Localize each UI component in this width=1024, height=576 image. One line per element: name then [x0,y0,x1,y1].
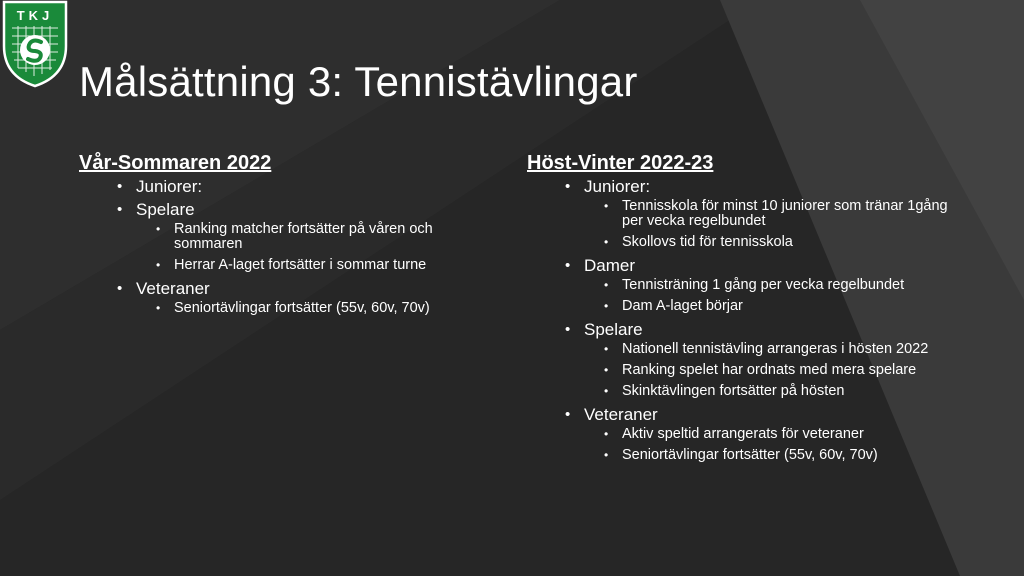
bullet-icon: • [604,448,609,462]
bullet-icon: • [565,257,571,274]
sub-list-item-text: Skinktävlingen fortsätter på hösten [622,383,845,399]
sub-list-item-text: Ranking matcher fortsätter på våren och sommaren [174,221,433,252]
bullet-icon: • [604,363,609,377]
list-item-label: Veteraner [136,279,210,298]
column-spring-summer [79,152,499,322]
sub-list [136,222,499,273]
bullet-list [527,177,967,463]
list-item [527,320,967,399]
bullet-icon: • [604,342,609,356]
sub-list [584,278,967,314]
sub-list [584,342,967,399]
sub-list-item-text: Ranking spelet har ordnats med mera spelare [622,362,917,378]
sub-list-item [584,448,967,463]
list-item [79,200,499,273]
sub-list-item [584,384,967,399]
list-item [79,279,499,316]
sub-list-item [584,278,967,293]
sub-list-item-text: Seniortävlingar fortsätter (55v, 60v, 70v) [174,300,430,316]
list-item-label: Spelare [136,200,195,219]
sub-list [136,301,499,316]
bullet-icon: • [604,278,609,292]
bullet-icon: • [604,235,609,249]
sub-list-item-text: Herrar A-laget fortsätter i sommar turne [174,257,427,273]
list-item [79,177,499,197]
logo-text: TKJ [16,8,54,23]
list-item [527,256,967,314]
sub-list-item-text: Seniortävlingar fortsätter (55v, 60v, 70v) [622,447,878,463]
sub-list [584,199,967,250]
sub-list-item [584,299,967,314]
sub-list-item [584,363,967,378]
list-item [527,405,967,463]
sub-list [584,427,967,463]
sub-list-item [584,342,967,357]
list-item-label: Veteraner [584,405,658,424]
bullet-icon: • [156,301,161,315]
column-heading: Vår-Sommaren 2022 [79,152,272,174]
sub-list-item [136,258,499,273]
bullet-icon: • [565,178,571,195]
list-item-label: Damer [584,256,636,275]
sub-list-item [136,301,499,316]
bullet-icon: • [117,201,123,218]
list-item-label: Spelare [584,320,643,339]
tkj-logo-icon [0,0,70,88]
sub-list-item [584,427,967,442]
sub-list-item [136,222,499,252]
list-item-label: Juniorer: [584,177,651,196]
slide-title: Målsättning 3: Tennistävlingar [79,58,638,105]
bullet-icon: • [156,258,161,272]
sub-list-item [584,235,967,250]
bullet-icon: • [604,384,609,398]
bullet-icon: • [604,199,609,213]
bullet-icon: • [156,222,161,236]
bullet-icon: • [117,178,123,195]
bullet-list [79,177,499,316]
sub-list-item-text: Tennisskola för minst 10 juniorer som tränar 1gång per vecka regelbundet [622,198,948,229]
sub-list-item-text: Skollovs tid för tennisskola [622,234,793,250]
list-item [527,177,967,250]
list-item-label: Juniorer: [136,177,203,196]
sub-list-item [584,199,967,229]
sub-list-item-text: Tennisträning 1 gång per vecka regelbundet [622,277,905,293]
sub-list-item-text: Aktiv speltid arrangerats för veteraner [622,426,864,442]
column-heading: Höst-Vinter 2022-23 [527,152,714,174]
sub-list-item-text: Nationell tennistävling arrangeras i hösten 2022 [622,341,929,357]
sub-list-item-text: Dam A-laget börjar [622,298,743,314]
bullet-icon: • [604,299,609,313]
bullet-icon: • [117,280,123,297]
bullet-icon: • [604,427,609,441]
bullet-icon: • [565,321,571,338]
column-autumn-winter [527,152,967,469]
bullet-icon: • [565,406,571,423]
